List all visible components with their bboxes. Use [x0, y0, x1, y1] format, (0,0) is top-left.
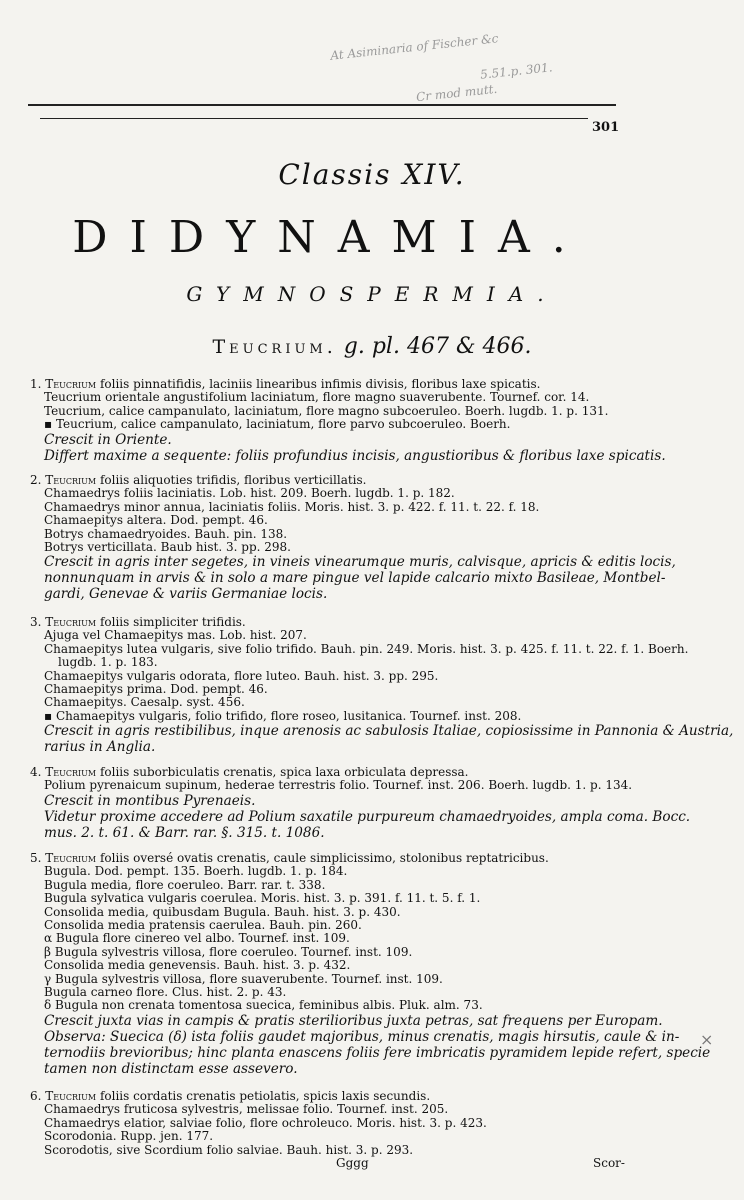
classis-heading: Classis XIV.: [278, 158, 466, 191]
species-entry-3: 3. Teucrium foliis simpliciter trifidis. Ajuga vel Chamaepitys mas. Lob. hist. 207. Chamaepitys lutea vulgaris, sive folio trifido. Bauh. pin. 249. Moris. hist. 3. p. 425. f. 11. t. 22. f. 1. Boerh. lugdb. 1. p. 183. Chamaepitys vulgaris odorata, flore luteo. Bauh. hist. 3. pp. 295. Chamaepitys prima. Dod. pempt. 46. Chamaepitys. Caesalp. syst. 456. ▪ Chamaepitys vulgaris, folio trifido, flore roseo, lusitanica. Tournef. inst. 208. Crescit in agris restibilibus, inque arenosis ac sabulosis Italiae, copiosissime in Pannonia & Austria, rarius in Anglia.: [30, 615, 734, 756]
page-number: 301: [592, 120, 620, 135]
genus-name: Teucrium.: [212, 336, 337, 358]
handwritten-note-3: Cr mod mutt.: [415, 81, 498, 105]
class-title: DIDYNAMIA.: [72, 212, 588, 263]
species-entry-4: 4. Teucrium foliis suborbiculatis crenatis, spica laxa orbiculata depressa. Polium pyrenaicum supinum, hederae terrestris folio. Tournef. inst. 206. Boerh. lugdb. 1. p. 134. Crescit in montibus Pyrenaeis. Videtur proxime accedere ad Polium saxatile purpureum chamaedryoides, ampla coma. Bocc. mus. 2. t. 61. & Barr. rar. §. 315. t. 1086.: [30, 765, 691, 841]
species-entry-2: 2. Teucrium foliis aliquoties trifidis, floribus verticillatis. Chamaedrys foliis laciniatis. Lob. hist. 209. Boerh. lugdb. 1. p. 182. Chamaedrys minor annua, laciniatis foliis. Moris. hist. 3. p. 422. f. 11. t. 22. f. 18. Chamaepitys altera. Dod. pempt. 46. Botrys chamaedryoides. Bauh. pin. 138. Botrys verticillata. Baub hist. 3. pp. 298. Crescit in agris inter segetes, in vineis vinearumque muris, calvisque, apricis & editis locis, nonnunquam in arvis & in solo a mare pingue vel lapide calcario mixto Basileae, Montbel- gardi, Genevae & variis Germaniae locis.: [30, 473, 676, 603]
order-heading: GYMNOSPERMIA.: [186, 282, 558, 306]
genus-ref: g. pl. 467 & 466.: [343, 334, 532, 359]
margin-mark: ×: [700, 1030, 714, 1049]
species-entry-1: 1. Teucrium foliis pinnatifidis, laciniis linearibus infimis divisis, floribus laxe spicatis. Teucrium orientale angustifolium laciniatum, flore magno suaverubente. Tournef. cor. 14. Teucrium, calice campanulato, laciniatum, flore magno subcoeruleo. Boerh. lugdb. 1. p. 131. ▪ Teucrium, calice campanulato, laciniatum, flore parvo subcoeruleo. Boerh. Crescit in Oriente. Differt maxime a sequente: foliis profundius incisis, angustioribus & floribus laxe spicatis.: [30, 377, 666, 464]
handwritten-note-1: At Asiminaria of Fischer &c: [329, 31, 499, 63]
top-rule: [28, 104, 616, 106]
top-rule-thin: [40, 118, 588, 119]
species-entry-5: 5. Teucrium foliis oversé ovatis crenatis, caule simplicissimo, stolonibus reptatricibus. Bugula. Dod. pempt. 135. Boerh. lugdb. 1. p. 184. Bugula media, flore coeruleo. Barr. rar. t. 338. Bugula sylvatica vulgaris coerulea. Moris. hist. 3. p. 391. f. 11. t. 5. f. 1. Consolida media, quibusdam Bugula. Bauh. hist. 3. p. 430. Consolida media pratensis caerulea. Bauh. pin. 260. α Bugula flore cinereo vel albo. Tournef. inst. 109. β Bugula sylvestris villosa, flore coeruleo. Tournef. inst. 109. Consolida media genevensis. Bauh. hist. 3. p. 432. γ Bugula sylvestris villosa, flore suaverubente. Tournef. inst. 109. Bugula carneo flore. Clus. hist. 2. p. 43. δ Bugula non crenata tomentosa suecica, feminibus albis. Pluk. alm. 73. Crescit juxta vias in campis & pratis sterilioribus juxta petras, sat frequens per Europam. Observa: Suecica (δ) ista foliis gaudet majoribus, minus crenatis, magis hirsutis, caule & in- ternodiis brevioribus; hinc planta enascens foliis fere imbricatis pyramidem lepide refert, specie tamen non distinctam esse assevero.: [30, 851, 711, 1077]
genus-heading: [0, 334, 744, 359]
species-entry-6: 6. Teucrium foliis cordatis crenatis petiolatis, spicis laxis secundis. Chamaedrys fruticosa sylvestris, melissae folio. Tournef. inst. 205. Chamaedrys elatior, salviae folio, flore ochroleuco. Moris. hist. 3. p. 423. Scorodonia. Rupp. jen. 177. Scorodotis, sive Scordium folio salviae. Bauh. hist. 3. p. 293.: [30, 1089, 487, 1157]
handwritten-note-2: 5.51.p. 301.: [479, 60, 554, 82]
signature-mark: Gggg: [336, 1156, 369, 1170]
catchword: Scor-: [593, 1156, 625, 1170]
